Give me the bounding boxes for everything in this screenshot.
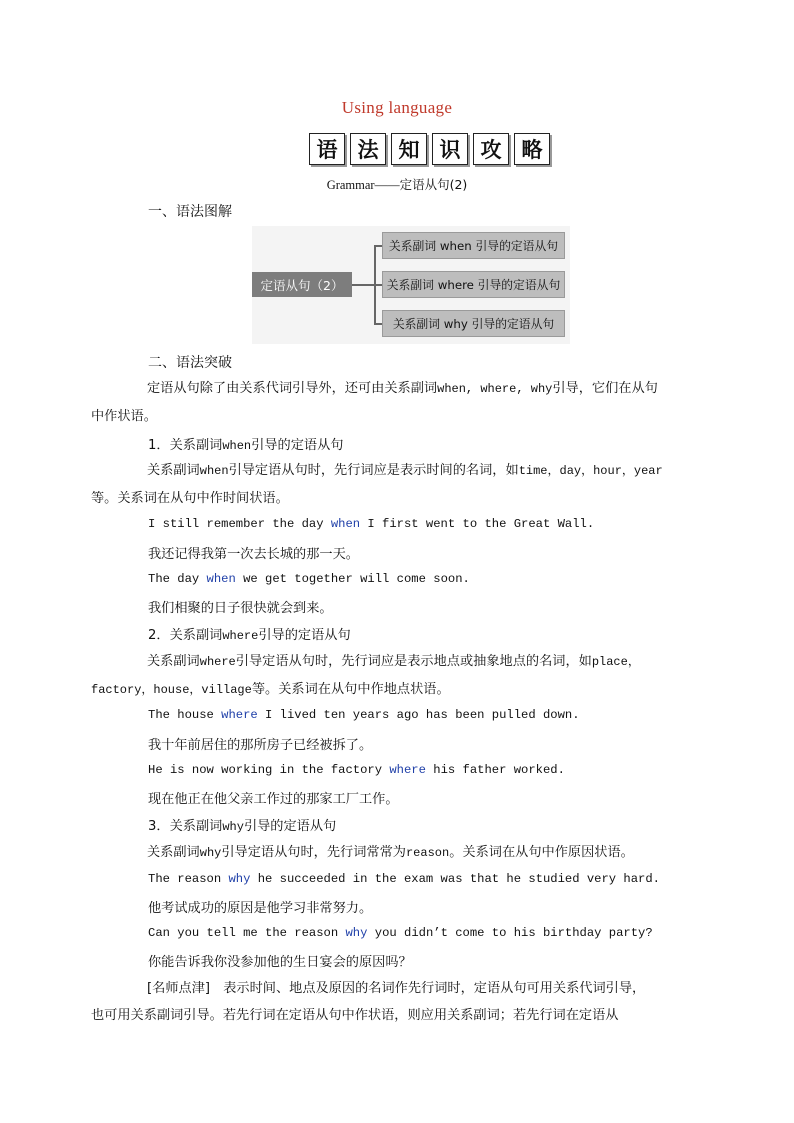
section1-heading: 一、语法图解	[148, 204, 232, 220]
keyword: why	[222, 820, 244, 834]
subheading-where	[148, 624, 351, 643]
diagram-root: 定语从句（2）	[252, 272, 352, 297]
text: 定语从句除了由关系代词引导外，还可由关系副词	[147, 381, 438, 396]
text: 引导定语从句时，先行词应是表示地点或抽象地点的名词，如	[235, 654, 592, 669]
keyword: where	[199, 655, 236, 669]
subtitle-zh: 定语从句(2)	[399, 177, 468, 192]
where-desc	[91, 648, 679, 704]
boxed-char: 识	[432, 133, 468, 165]
diagram-branch-why: 关系副词 why 引导的定语从句	[382, 310, 565, 337]
boxed-char: 知	[391, 133, 427, 165]
example-sentence: The day when we get together will come soon.	[148, 572, 470, 586]
text: 引导的定语从句	[251, 438, 344, 453]
text: 引导的定语从句	[258, 628, 351, 643]
keyword: when	[222, 439, 252, 453]
example-sentence: The reason why he succeeded in the exam was that he studied very hard.	[148, 872, 660, 886]
keywords: reason	[405, 846, 450, 860]
text: 中作状语。	[91, 409, 157, 424]
text: 引导，它们在从句	[552, 381, 658, 396]
text: 也可用关系副词引导。若先行词在定语从句中作状语，则应用关系副词；若先行词在定语从	[91, 1008, 619, 1023]
keyword: why	[345, 926, 368, 940]
text: [名师点津] 表示时间、地点及原因的名词作先行词时，定语从句可用关系代词引导，	[147, 981, 646, 996]
translation: 他考试成功的原因是他学习非常努力。	[148, 901, 373, 916]
translation: 我十年前居住的那所房子已经被拆了。	[148, 738, 373, 753]
text: 2．关系副词	[148, 628, 223, 643]
keywords: factory，house，village	[91, 683, 252, 697]
subheading-why	[148, 815, 336, 834]
intro-paragraph	[91, 375, 679, 430]
keyword: when	[199, 464, 229, 478]
why-desc	[119, 839, 679, 867]
text: 引导定语从句时，先行词应是表示时间的名词，如	[228, 463, 519, 478]
text: 关系副词	[147, 654, 200, 669]
text: 3．关系副词	[148, 819, 223, 834]
diagram-branch-where: 关系副词 where 引导的定语从句	[382, 271, 565, 298]
subheading-when	[148, 434, 343, 453]
text: 关系副词	[147, 845, 200, 860]
teacher-note	[91, 975, 679, 1029]
translation: 你能告诉我你没参加他的生日宴会的原因吗？	[148, 955, 412, 970]
example-sentence: Can you tell me the reason why you didn’t come to his birthday party?	[148, 926, 653, 940]
connector	[374, 284, 382, 286]
connector	[352, 284, 374, 286]
boxed-char: 略	[514, 133, 550, 165]
keyword: where	[221, 708, 258, 722]
keyword: why	[228, 872, 251, 886]
text: 引导的定语从句	[243, 819, 337, 834]
keywords: place，	[591, 655, 640, 669]
text: 等。关系词在从句中作地点状语。	[251, 682, 450, 697]
boxed-char: 语	[309, 133, 345, 165]
example-sentence: He is now working in the factory where his father worked.	[148, 763, 565, 777]
subtitle	[0, 175, 794, 193]
grammar-diagram	[252, 226, 570, 344]
keyword: where	[222, 629, 259, 643]
keyword: when	[206, 572, 236, 586]
connector	[374, 245, 382, 247]
keyword: why	[199, 846, 222, 860]
boxed-char: 法	[350, 133, 386, 165]
text: 1．关系副词	[148, 438, 223, 453]
section2-heading: 二、语法突破	[148, 355, 232, 371]
example-sentence: The house where I lived ten years ago has been pulled down.	[148, 708, 580, 722]
example-sentence: I still remember the day when I first went to the Great Wall.	[148, 517, 595, 531]
keyword: when	[330, 517, 361, 531]
text: 引导定语从句时，先行词常常为	[221, 845, 406, 860]
subtitle-en: Grammar——	[326, 178, 400, 192]
keywords: time，day，hour，year	[518, 464, 663, 478]
translation: 我们相聚的日子很快就会到来。	[148, 601, 333, 616]
when-desc	[91, 457, 679, 512]
text: 关系副词	[147, 463, 200, 478]
connector	[374, 323, 382, 325]
diagram-branch-when: 关系副词 when 引导的定语从句	[382, 232, 565, 259]
text: 等。关系词在从句中作时间状语。	[91, 491, 289, 506]
text: 。关系词在从句中作原因状语。	[449, 845, 634, 860]
keyword: where	[389, 763, 426, 777]
keywords: when, where, why	[437, 382, 553, 396]
translation: 现在他正在他父亲工作过的那家工厂工作。	[148, 792, 399, 807]
boxed-char: 攻	[473, 133, 509, 165]
page-title: Using language	[341, 98, 453, 117]
translation: 我还记得我第一次去长城的那一天。	[148, 547, 359, 562]
boxed-heading	[309, 133, 550, 165]
